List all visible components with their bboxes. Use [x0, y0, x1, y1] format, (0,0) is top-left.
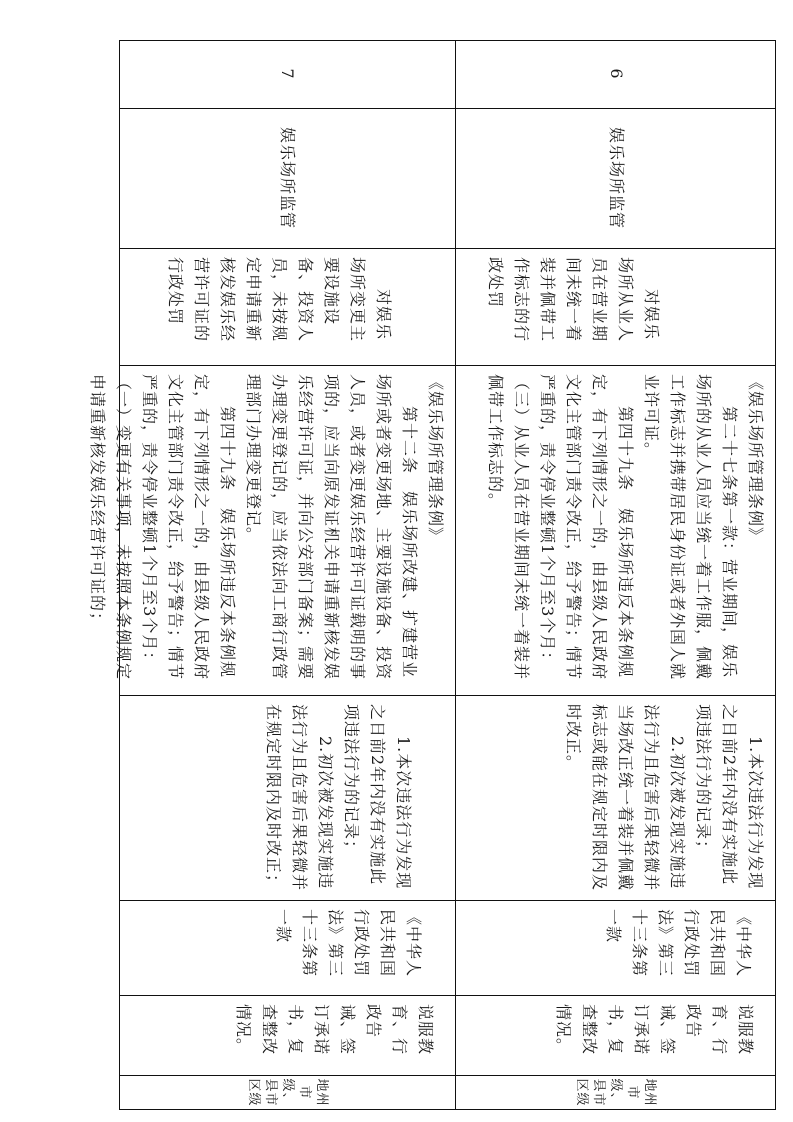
legal-basis	[88, 365, 456, 695]
competent-authority: 地州市级、县市区级	[246, 1078, 329, 1107]
article-text: 第十二条 娱乐场所改建、扩建营业场所或者变更场地、主要设施设备、投资人员，或者变更娱乐经营许可证载明的事项的，应当向原发证机关申请重新核发娱乐经营许可证，并向公安部门备案；需要办理变更登记的，应当依法向工商行政管理部门办理变更登记。	[244, 374, 419, 681]
legal-basis	[456, 365, 776, 695]
penalty-item: 对娱乐场所变更主要设施设备、投资人员，未按规定申请重新核发娱乐经营许可证的行政处罚	[166, 257, 393, 343]
corrective-measures: 说服教育、行政告诫、签订承诺书，复查整改情况。	[554, 1004, 755, 1056]
condition-text: 1.本次违法行为发现之日前2年内没有实施此项违法行为的记录；	[342, 704, 413, 890]
condition-text: 2.初次被发现实施违法行为且危害后果轻微并当场改正统一着装并佩戴标志或能在规定时限内及时改正。	[564, 704, 687, 892]
regulation-title: 《娱乐场所管理条例》	[426, 374, 445, 545]
row-number: 7	[278, 68, 298, 80]
penalty-item: 对娱乐场所从业人员在营业期间未统一着装并佩带工作标志的行政处罚	[486, 257, 661, 343]
row-number: 6	[607, 68, 626, 80]
legal-reference: 《中华人民共和国行政处罚法》第三十三条第一款	[604, 909, 753, 978]
supervision-category: 娱乐场所监管	[278, 126, 298, 229]
article-text: 第四十九条 娱乐场所违反本条例规定，有下列情形之一的，由县级人民政府文化主管部门责令改正，给予警告；情节严重的，责令停业整顿1个月至3个月：（一）变更有关事项，未按照本条例规定申请重新核发娱乐经营许可证的；	[88, 374, 237, 681]
article-text: 第四十九条 娱乐场所违反本条例规定，有下列情形之一的，由县级人民政府文化主管部门责令改正，给予警告；情节严重的，责令停业整顿1个月至3个月：（三）从业人员在营业期间未统一着装并佩带工作标志的。	[486, 374, 635, 681]
article-text: 第二十七条第一款：营业期间，娱乐场所的从业人员应当统一着工作服，佩戴工作标志并携带居民身份证或者外国人就业许可证。	[642, 374, 739, 681]
competent-authority: 地州市级、县市区级	[574, 1078, 658, 1107]
regulation-title: 《娱乐场所管理条例》	[746, 374, 765, 545]
enforcement-list-table	[88, 40, 776, 1110]
legal-reference: 《中华人民共和国行政处罚法》第三十三条第一款	[274, 909, 423, 978]
corrective-measures: 说服教育、行政告诫、签订承诺书，复查整改情况。	[234, 1004, 435, 1056]
supervision-category: 娱乐场所监管	[607, 126, 626, 229]
condition-text: 2.初次被发现实施违法行为且危害后果轻微并在规定时限内及时改正；	[264, 704, 335, 892]
condition-text: 1.本次违法行为发现之日前2年内没有实施此项违法行为的记录；	[694, 704, 765, 890]
exemption-conditions	[456, 695, 776, 900]
exemption-conditions	[119, 695, 456, 900]
